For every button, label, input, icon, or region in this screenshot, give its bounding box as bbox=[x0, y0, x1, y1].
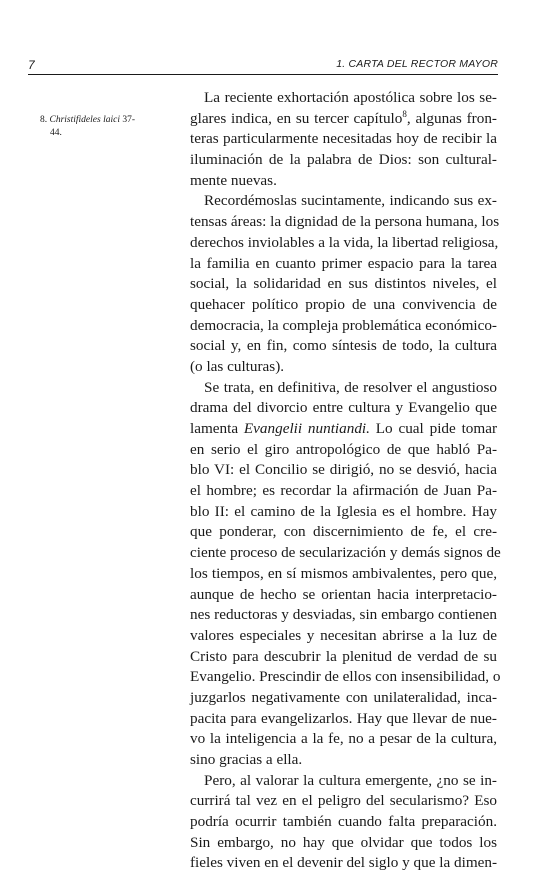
text-line: Sin embargo, no hay que olvidar que todos los bbox=[190, 833, 497, 851]
text-line: en serio el giro antropológico de que habló Pa- bbox=[190, 440, 497, 458]
text-line: drama del divorcio entre cultura y Evangelio que bbox=[190, 399, 497, 417]
footnote-pages-a: 37- bbox=[122, 115, 136, 125]
text-line: blo VI: el Concilio se dirigió, no se desvió, hacia bbox=[190, 461, 497, 479]
text-line: los tiempos, en sí mismos ambivalentes, pero que, bbox=[190, 564, 497, 582]
running-head: 1. CARTA DEL RECTOR MAYOR bbox=[336, 58, 498, 70]
text-line: juzgarlos negativamente con unilateralidad, inca- bbox=[190, 688, 497, 706]
text-line: sino gracias a ella. bbox=[190, 751, 303, 768]
text-line: podría ocurrir también cuando falta preparación. bbox=[190, 813, 497, 831]
text-line: Se trata, en definitiva, de resolver el angustioso bbox=[204, 378, 497, 396]
page-header bbox=[28, 58, 498, 75]
text-line: La reciente exhortación apostólica sobre los se- bbox=[204, 89, 497, 106]
footnote-ref: 8 bbox=[402, 108, 407, 119]
text-fragment: , algunas fron- bbox=[406, 109, 497, 127]
text-line: democracia, la compleja problemática económico- bbox=[190, 316, 497, 334]
text-line: Pero, al valorar la cultura emergente, ¿no se in- bbox=[204, 771, 497, 789]
text-line: Cristo para descubrir la plenitud de verdad de su bbox=[190, 647, 497, 665]
text-line: mente nuevas. bbox=[190, 171, 277, 189]
text-line: derechos inviolables a la vida, la libertad religiosa, bbox=[190, 233, 499, 251]
footnote-pages-b: 44. bbox=[50, 128, 62, 138]
text-line: Recordémoslas sucintamente, indicando sus ex- bbox=[204, 192, 497, 210]
margin-footnote bbox=[40, 114, 160, 140]
text-line: vo la inteligencia a la fe, no a pesar de la cultura, bbox=[190, 730, 497, 748]
text-line: aunque de hecho se orientan hacia interpretacio- bbox=[190, 585, 497, 603]
text-line: blo II: el camino de la Iglesia es el hombre. Hay bbox=[190, 502, 497, 520]
page-number: 7 bbox=[28, 58, 35, 72]
text-line: fieles viven en el devenir del siglo y que la dimen- bbox=[190, 854, 498, 872]
text-fragment: Lo cual pide tomar bbox=[375, 420, 497, 437]
text-fragment: lamenta bbox=[190, 420, 239, 437]
text-line bbox=[190, 109, 497, 130]
body-text bbox=[190, 88, 501, 874]
text-fragment: glares indica, en su tercer capítulo bbox=[190, 109, 403, 127]
text-line: nes reductoras y desviadas, sin embargo contienen bbox=[190, 606, 497, 624]
text-line: tensas áreas: la dignidad de la persona humana, los bbox=[190, 213, 500, 231]
text-line: iluminación de la palabra de Dios: son cultural- bbox=[190, 151, 497, 169]
text-line: el hombre; es recordar la afirmación de Juan Pa- bbox=[190, 482, 497, 500]
text-line: pacita para evangelizarlos. Hay que llevar de nue- bbox=[190, 709, 497, 727]
text-line: currirá tal vez en el peligro del secularismo? Eso bbox=[190, 792, 497, 810]
footnote-title: Christifideles laici bbox=[49, 115, 120, 125]
text-line: Evangelio. Prescindir de ellos con insensibilidad, o bbox=[190, 668, 501, 686]
cited-document: Evangelii nuntiandi. bbox=[243, 420, 370, 437]
text-line: quehacer político propio de una convivencia de bbox=[190, 295, 497, 313]
text-line bbox=[190, 419, 497, 440]
text-line: (o las culturas). bbox=[190, 357, 285, 375]
text-line: que ponderar, con discernimiento de fe, el cre- bbox=[190, 523, 497, 541]
text-line: la familia en cuanto primer espacio para la tarea bbox=[190, 254, 497, 272]
text-line: teras particularmente necesitadas hoy de recibir la bbox=[190, 130, 497, 148]
text-line: social, la solidaridad en sus distintos niveles, el bbox=[190, 275, 497, 293]
text-line: social y, en fin, como síntesis de todo, la cultura bbox=[190, 337, 497, 355]
text-line: ciente proceso de secularización y demás signos de bbox=[190, 544, 501, 562]
text-line: valores especiales y necesitan abrirse a la luz de bbox=[190, 626, 497, 644]
footnote-number: 8. bbox=[40, 115, 48, 125]
